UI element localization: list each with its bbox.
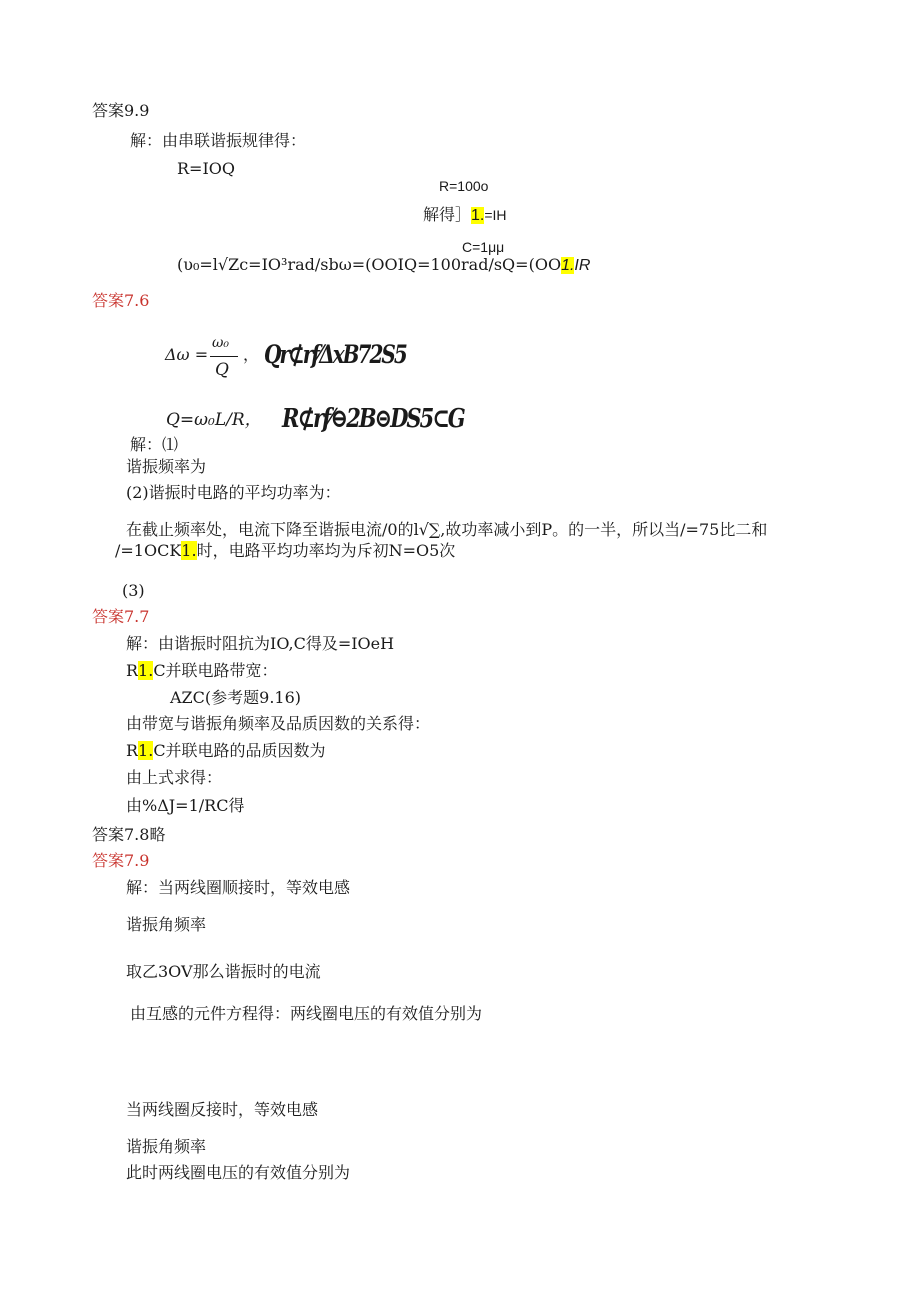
rlc-r: R xyxy=(126,661,139,680)
text-resonant-angular-freq-2: 谐振角频率 xyxy=(126,1137,207,1156)
highlight-mark: 1. xyxy=(138,741,154,760)
formula-omega0-numerator: ω₀ xyxy=(212,335,230,351)
formula-r-100: R=100o xyxy=(439,178,489,194)
text-rlc-bandwidth xyxy=(126,661,278,681)
formula-comma: ， xyxy=(243,345,260,364)
text-take-3ov: 取乙3OV那么谐振时的电流 xyxy=(126,962,321,981)
jiede-prefix: 解得］ xyxy=(423,205,472,224)
text-rlc-quality xyxy=(126,741,326,761)
rlc-rest: C并联电路带宽： xyxy=(153,661,278,680)
rlc-r: R xyxy=(126,741,139,760)
solution-7-6: 解：⑴ xyxy=(130,435,179,454)
text-bandwidth-relation: 由带宽与谐振角频率及品质因数的关系得： xyxy=(126,714,431,733)
formula-bandwidth-delta: Δω = xyxy=(165,345,209,364)
omega-end: IR xyxy=(574,257,591,274)
text-resonant-angular-freq-1: 谐振角频率 xyxy=(126,915,207,934)
formula-omega xyxy=(177,255,590,276)
cutoff-post: 时，电路平均功率均为斥初N=O5次 xyxy=(196,541,456,560)
text-you-percent: 由%ΔJ=1∕RC得 xyxy=(126,796,245,815)
text-from-above: 由上式求得： xyxy=(126,768,223,787)
text-cutoff-line1: 在截止频率处，电流下降至谐振电流/0的l√∑,故功率减小到P。的一半，所以当/=75比二和 xyxy=(126,520,768,539)
text-coil-voltages: 此时两线圈电压的有效值分别为 xyxy=(126,1163,351,1182)
text-reverse-connection: 当两线圈反接时，等效电感 xyxy=(126,1100,319,1119)
cutoff-pre: /=1OCK xyxy=(115,541,182,560)
answer-heading-9-9: 答案9.9 xyxy=(92,101,150,120)
highlight-mark: 1. xyxy=(561,257,575,274)
formula-r: R=IOQ xyxy=(177,159,236,178)
formula-jiede xyxy=(423,205,507,226)
jiede-suffix: =IH xyxy=(484,207,507,223)
text-resonant-frequency: 谐振频率为 xyxy=(126,457,207,476)
rlc-rest: C并联电路的品质因数为 xyxy=(153,741,326,760)
highlight-mark: 1. xyxy=(138,661,154,680)
text-mutual-inductance: 由互感的元件方程得：两线圈电压的有效值分别为 xyxy=(130,1004,483,1023)
part-3-label: (3) xyxy=(122,581,145,600)
text-cutoff-line2 xyxy=(115,541,455,561)
highlight-mark: 1. xyxy=(181,541,197,560)
answer-heading-7-9: 答案7.9 xyxy=(92,851,150,870)
solution-7-7: 解：由谐振时阻抗为IO,C得及=IOeH xyxy=(126,634,395,653)
solution-7-9: 解：当两线圈顺接时，等效电感 xyxy=(126,878,351,897)
solution-line: 解：由串联谐振规律得： xyxy=(130,131,307,150)
answer-heading-7-6: 答案7.6 xyxy=(92,291,150,310)
formula-q-denominator: Q xyxy=(215,360,229,380)
text-average-power: (2)谐振时电路的平均功率为： xyxy=(126,483,341,502)
formula-q-definition: Q=ω₀L/R， xyxy=(166,410,262,430)
answer-heading-7-7: 答案7.7 xyxy=(92,607,150,626)
omega-main: (υ₀=l√Zc=IO³rad∕sbω=(OOIQ=100rad∕sQ=(OO xyxy=(177,255,562,274)
garbled-formula-2: R⊄rf⁄⊖2B⊝DS5⊂G xyxy=(282,401,464,433)
answer-heading-7-8: 答案7.8略 xyxy=(92,825,166,844)
highlight-mark: 1. xyxy=(471,207,485,224)
fraction-bar xyxy=(210,356,238,357)
text-azc-reference: AZC(参考题9.16) xyxy=(170,688,302,707)
formula-c: C=1μμ xyxy=(462,239,505,255)
garbled-formula-1: Qr⊄rf⁄ΔxB72S5 xyxy=(264,339,406,369)
